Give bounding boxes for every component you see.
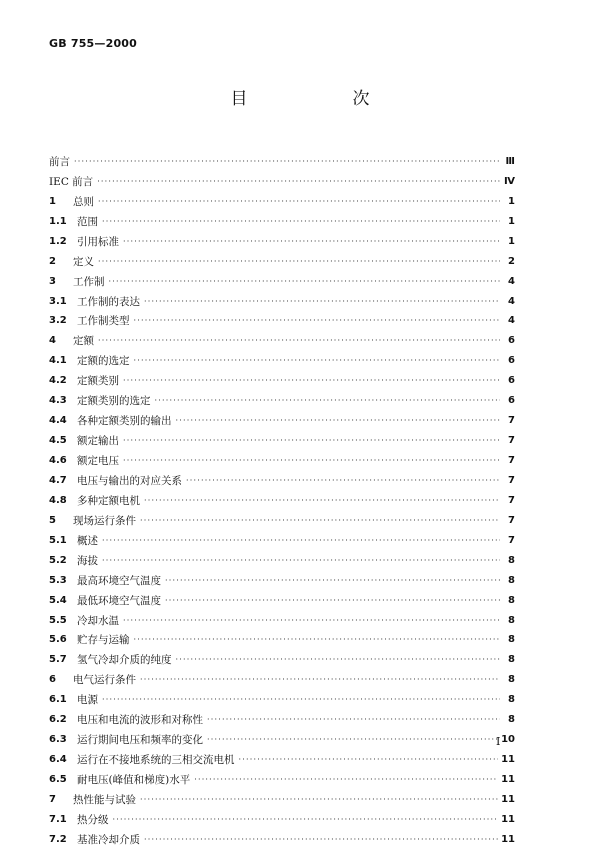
toc-entry-number: 5.3: [49, 574, 67, 586]
toc-entry-page: 1: [508, 195, 515, 207]
dot-leader: [123, 236, 500, 248]
dot-leader: [207, 714, 500, 726]
toc-entry-number: 7.1: [49, 813, 67, 825]
toc-entry-number: 4: [49, 335, 56, 347]
toc-entry-title: 电源: [77, 694, 98, 707]
toc-entry-title: 贮存与运输: [77, 634, 130, 647]
toc-entry[interactable]: [49, 670, 515, 690]
toc-entry-page: 6: [508, 395, 515, 407]
toc-entry-title: 热性能与试验: [73, 793, 136, 806]
toc-entry-number: 6: [49, 674, 56, 686]
toc-entry-number: 5.1: [49, 534, 67, 546]
page-folio: Ⅰ: [496, 735, 501, 748]
toc-entry[interactable]: [49, 212, 515, 232]
toc-entry-number: 4.8: [49, 494, 67, 506]
toc-entry-number: 4.1: [49, 355, 67, 367]
toc-entry-number: 4.3: [49, 395, 67, 407]
toc-entry-page: 11: [501, 793, 515, 805]
toc-entry-number: 5.6: [49, 634, 67, 646]
toc-entry[interactable]: [49, 830, 515, 850]
dot-leader: [102, 535, 500, 547]
toc-entry-title: 各种定额类别的输出: [77, 415, 172, 428]
toc-entry[interactable]: [49, 810, 515, 830]
toc-entry-page: 8: [508, 614, 515, 626]
toc-entry[interactable]: [49, 172, 515, 192]
toc-entry[interactable]: [49, 571, 515, 591]
toc-entry-number: 1.1: [49, 215, 67, 227]
toc-entry[interactable]: [49, 192, 515, 212]
dot-leader: [134, 634, 501, 646]
toc-entry-page: 7: [508, 494, 515, 506]
dot-leader: [207, 734, 501, 748]
toc-entry-number: 6.1: [49, 694, 67, 706]
toc-entry[interactable]: [49, 451, 515, 471]
toc-entry[interactable]: [49, 471, 515, 491]
toc-entry-number: 5.4: [49, 594, 67, 606]
dot-leader: [134, 315, 501, 327]
dot-leader: [123, 615, 500, 627]
toc-entry-page: 8: [508, 634, 515, 646]
toc-entry-title: 总则: [73, 195, 94, 208]
toc-entry-title: 电压与输出的对应关系: [77, 474, 182, 487]
toc-entry-number: 5.5: [49, 614, 67, 626]
toc-entry[interactable]: [49, 431, 515, 451]
toc-entry-title: 工作制: [73, 275, 105, 288]
toc-entry[interactable]: [49, 411, 515, 431]
toc-entry[interactable]: [49, 511, 515, 531]
toc-entry-number: 1: [49, 195, 56, 207]
dot-leader: [102, 555, 500, 567]
toc-entry-page: 6: [508, 355, 515, 367]
dot-leader: [123, 455, 500, 467]
toc-entry-number: 7.2: [49, 833, 67, 845]
toc-entry-number: 5: [49, 514, 56, 526]
toc-entry-number: 5.2: [49, 554, 67, 566]
dot-leader: [239, 754, 499, 766]
toc-entry-title: 范围: [77, 215, 98, 228]
dot-leader: [165, 595, 500, 607]
toc-entry-title: 热分级: [77, 813, 109, 826]
dot-leader: [165, 575, 500, 587]
toc-entry-page: 7: [508, 474, 515, 486]
toc-entry-title: 冷却水温: [77, 614, 119, 627]
toc-entry-number: 4.2: [49, 375, 67, 387]
toc-entry-number: 4.5: [49, 435, 67, 447]
toc-entry[interactable]: [49, 790, 515, 810]
toc-entry[interactable]: [49, 152, 515, 172]
toc-entry-page: 4: [508, 315, 515, 327]
toc-entry-title: 定额类别的选定: [77, 395, 151, 408]
toc-entry[interactable]: [49, 371, 515, 391]
dot-leader: [98, 335, 500, 347]
toc-entry-page: 8: [508, 674, 515, 686]
toc-entry-title: 额定电压: [77, 455, 119, 468]
toc-entry-page: 8: [508, 654, 515, 666]
toc-entry[interactable]: [49, 312, 515, 332]
toc-entry-title: 海拔: [77, 554, 98, 567]
toc-entry-title: 前言: [49, 155, 70, 168]
toc-entry-page: 7: [508, 514, 515, 526]
dot-leader: [140, 674, 500, 686]
toc-entry-title: IEC 前言: [49, 175, 94, 188]
toc-entry-number: 6.2: [49, 714, 67, 726]
toc-entry-page: 7: [508, 415, 515, 427]
toc-entry-title: 运行期间电压和频率的变化: [77, 734, 203, 747]
toc-entry[interactable]: [49, 631, 515, 651]
toc-entry[interactable]: [49, 710, 515, 730]
toc-entry-page: 8: [508, 714, 515, 726]
toc-entry-page: 8: [508, 574, 515, 586]
dot-leader: [144, 834, 498, 846]
dot-leader: [97, 176, 500, 188]
toc-entry-title: 额定输出: [77, 435, 119, 448]
toc-entry-page: 7: [508, 534, 515, 546]
toc-entry[interactable]: [49, 730, 515, 750]
toc-entry-page: 6: [508, 335, 515, 347]
toc-entry-page: 1: [508, 235, 515, 247]
toc-entry[interactable]: [49, 272, 515, 292]
dot-leader: [98, 256, 500, 268]
toc-entry[interactable]: [49, 491, 515, 511]
toc-entry-title: 概述: [77, 534, 98, 547]
toc-entry-title: 电压和电流的波形和对称性: [77, 714, 203, 727]
dot-leader: [155, 395, 501, 407]
toc-entry[interactable]: [49, 391, 515, 411]
toc-entry-title: 基准冷却介质: [77, 833, 140, 846]
toc-entry-number: 4.4: [49, 415, 67, 427]
toc-entry-page: 11: [501, 754, 515, 766]
toc-entry-title: 引用标准: [77, 235, 119, 248]
dot-leader: [140, 794, 498, 806]
toc-entry-title: 定额类别: [77, 375, 119, 388]
toc-entry-page: Ⅲ: [505, 155, 515, 167]
dot-leader: [123, 375, 500, 387]
toc-entry-title: 最高环境空气温度: [77, 574, 161, 587]
toc-entry-page: 11: [501, 833, 515, 845]
dot-leader: [176, 654, 501, 666]
toc-entry-title: 定额: [73, 335, 94, 348]
toc-entry[interactable]: [49, 690, 515, 710]
toc-entry-page: 4: [508, 275, 515, 287]
toc-entry-title: 工作制类型: [77, 315, 130, 328]
toc-entry-title: 工作制的表达: [77, 295, 140, 308]
toc-entry-title: 定义: [73, 255, 94, 268]
dot-leader: [123, 435, 500, 447]
dot-leader: [109, 276, 501, 288]
toc-entry[interactable]: [49, 591, 515, 611]
toc-entry-page: 8: [508, 694, 515, 706]
toc-entry-number: 2: [49, 255, 56, 267]
toc-entry[interactable]: [49, 770, 515, 790]
toc-entry-number: 5.7: [49, 654, 67, 666]
toc-entry-title: 定额的选定: [77, 355, 130, 368]
toc-entry-number: 6.5: [49, 774, 67, 786]
dot-leader: [74, 156, 500, 168]
dot-leader: [144, 296, 500, 308]
toc-entry-page: 2: [508, 255, 515, 267]
toc-entry[interactable]: [49, 611, 515, 631]
toc-list: [49, 152, 515, 850]
dot-leader: [140, 515, 500, 527]
toc-entry-title: 氢气冷却介质的纯度: [77, 654, 172, 667]
dot-leader: [102, 216, 500, 228]
toc-entry-number: 6.3: [49, 734, 67, 746]
toc-entry-page: 8: [508, 554, 515, 566]
dot-leader: [134, 355, 501, 367]
toc-entry-number: 7: [49, 793, 56, 805]
toc-title: 目 次: [230, 89, 414, 109]
dot-leader: [144, 495, 500, 507]
toc-entry-page: 8: [508, 594, 515, 606]
toc-entry-page: 11: [501, 813, 515, 825]
toc-entry[interactable]: [49, 252, 515, 272]
dot-leader: [186, 475, 500, 487]
toc-entry-title: 现场运行条件: [73, 514, 136, 527]
toc-entry-title: 运行在不接地系统的三相交流电机: [77, 754, 235, 767]
toc-entry[interactable]: [49, 531, 515, 551]
dot-leader: [98, 196, 500, 208]
toc-entry-page: 7: [508, 455, 515, 467]
toc-entry[interactable]: [49, 331, 515, 351]
toc-entry-page: 6: [508, 375, 515, 387]
toc-entry-title: 耐电压(峰值和梯度)水平: [77, 774, 191, 787]
dot-leader: [176, 415, 501, 427]
toc-entry-number: 3.1: [49, 295, 67, 307]
toc-entry-page: Ⅳ: [504, 175, 515, 187]
toc-entry[interactable]: [49, 551, 515, 571]
toc-entry[interactable]: [49, 750, 515, 770]
toc-entry-number: 4.7: [49, 474, 67, 486]
toc-entry-page: 4: [508, 295, 515, 307]
standard-number: GB 755—2000: [49, 37, 138, 50]
toc-entry-page: 11: [501, 774, 515, 786]
toc-entry[interactable]: [49, 292, 515, 312]
toc-entry[interactable]: [49, 650, 515, 670]
toc-entry-title: 多种定额电机: [77, 494, 140, 507]
toc-entry[interactable]: [49, 232, 515, 252]
toc-entry-number: 1.2: [49, 235, 67, 247]
toc-entry-number: 3: [49, 275, 56, 287]
toc-entry-number: 3.2: [49, 315, 67, 327]
dot-leader: [113, 814, 499, 826]
toc-entry-page: 10: [501, 734, 515, 746]
toc-entry-number: 6.4: [49, 754, 67, 766]
toc-entry[interactable]: [49, 351, 515, 371]
toc-entry-number: 4.6: [49, 455, 67, 467]
toc-entry-page: 7: [508, 435, 515, 447]
toc-entry-title: 电气运行条件: [73, 674, 136, 687]
dot-leader: [102, 694, 500, 706]
toc-entry-title: 最低环境空气温度: [77, 594, 161, 607]
dot-leader: [194, 774, 498, 786]
toc-entry-page: 1: [508, 215, 515, 227]
